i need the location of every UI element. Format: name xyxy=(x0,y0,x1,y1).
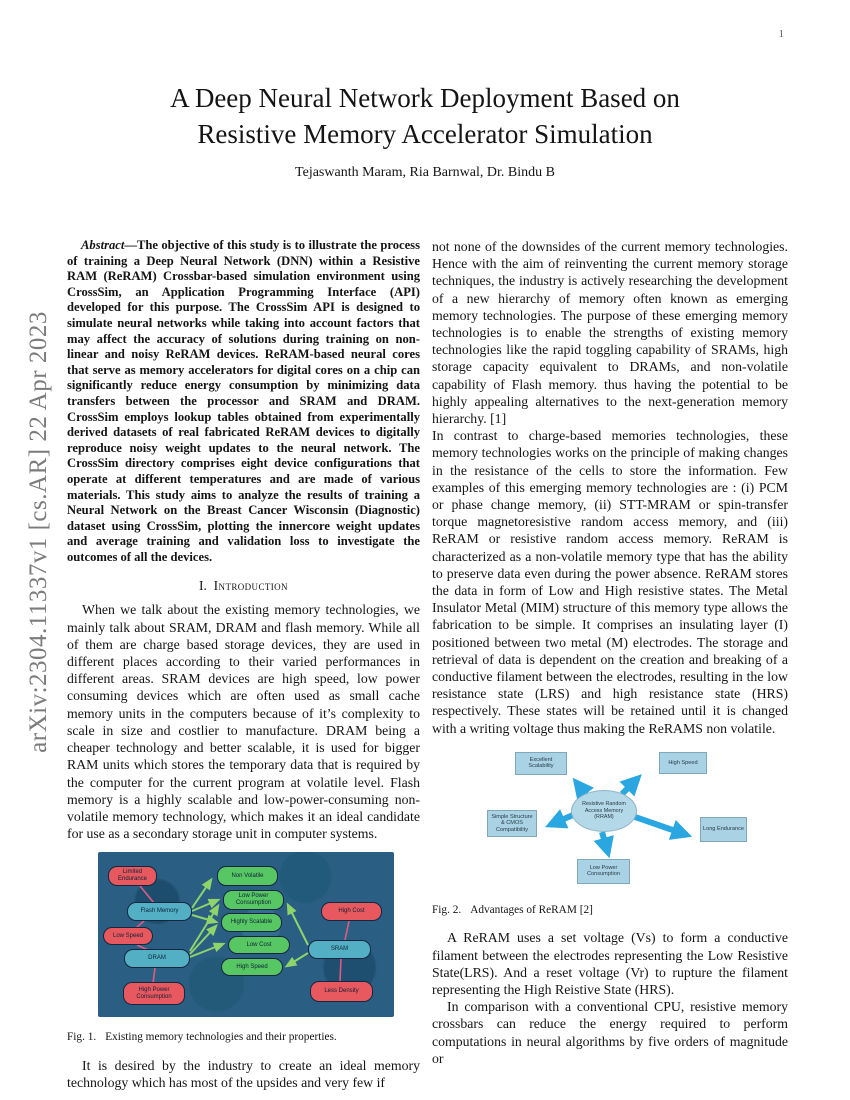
fig1-node-dram: DRAM xyxy=(124,949,190,968)
arxiv-watermark: arXiv:2304.11337v1 [cs.AR] 22 Apr 2023 xyxy=(25,311,52,753)
paper-authors: Tejaswanth Maram, Ria Barnwal, Dr. Bindu B xyxy=(295,165,555,180)
fig1-node-less-density: Less Density xyxy=(310,981,373,1002)
body-paragraph-set-reset-voltage: A ReRAM uses a set voltage (Vs) to form a conductive filament between the electrodes representing the Low Resistive State(LRS). And a reset voltage (Vr) to rupture the filament representing the High Reistive State (HRS). xyxy=(432,930,788,997)
fig1-node-high-speed: High Speed xyxy=(221,958,283,976)
fig1-node-flash-memory: Flash Memory xyxy=(127,902,192,921)
figure-1-memory-technologies-diagram xyxy=(98,852,394,1017)
fig2-caption-label: Fig. 2. xyxy=(432,903,462,916)
fig1-node-high-power-consumption: High Power Consumption xyxy=(123,982,185,1005)
body-paragraph-emerging-memories: In contrast to charge-based memories technologies, these memory technologies works on the principle of making changes in the resistance of the cells to store the information. Few examples of this emerging memory technologies are : (i) PCM or phase change memory, (ii) STT-MRAM or spin-transfer torque magnetoresistive random access memory, and (iii) ReRAM or resistive random access memory. ReRAM is characterized as a non-volatile memory type that has the ability to preserve data even during the power absence. ReRAM stores the data in form of Low and High resistive states. The Metal Insulator Metal (MIM) structure of this memory type allows the fabrication to be simple. It comprises an insulating layer (I) positioned between two metal (M) electrodes. The storage and retrieval of data is dependent on the creation and breaking of a conductive filament between the electrodes, resulting in the low resistance state (LRS) and high resistance state (HRS) respectively. These states will be retained until it is changed with a writing voltage thus making the ReRAMS non volatile. xyxy=(432,428,788,736)
abstract-text: The objective of this study is to illustrate the process of training a Deep Neural Network (DNN) within a Resistive RAM (ReRAM) Crossbar-based simulation environment using CrossSim, an Application Programming Interface (API) developed for this purpose. The CrossSim API is designed to simulate neural networks while taking into account factors that may affect the accuracy of solutions during training on non-linear and noisy ReRAM devices. ReRAM-based neural cores that serve as memory accelerators for digital cores on a chip can significantly reduce energy consumption by minimizing data transfers between the processor and SRAM and DRAM. CrossSim employs lookup tables obtained from experimentally derived datasets of real fabricated ReRAM devices to digitally reproduce noisy weight updates to the neural network. The CrossSim directory comprises eight device configurations that operate at different temperatures and are made of various materials. This study aims to analyze the results of training a Neural Network on the Breast Cancer Wisconsin (Diagnostic) dataset using CrossSim, plotting the innercore weight updates and average training and validation loss to investigate the outcomes of all the devices. xyxy=(67,238,420,564)
fig2-caption-text: Advantages of ReRAM [2] xyxy=(470,903,593,916)
fig1-caption xyxy=(67,1031,420,1045)
abstract-dash: — xyxy=(124,238,137,252)
abstract-paragraph xyxy=(67,238,420,565)
fig1-node-low-power-consumption: Low Power Consumption xyxy=(223,890,284,910)
body-paragraph-continuation: not none of the downsides of the current memory technologies. Hence with the aim of reinventing the current memory storage techniques, the industry is actively researching the development of a new hierarchy of memory often known as emerging memory technologies. The purpose of these emerging memory technologies is to enable the strengths of existing memory technologies like the rapid toggling capability of SRAMs, high storage capacity equivalent to DRAMs, and non-volatile capability of Flash memory. thus having the potential to be highly appealing alternatives to the next-generation memory hierarchy. [1] xyxy=(432,239,788,427)
paper-title-line1: A Deep Neural Network Deployment Based on xyxy=(170,83,680,113)
left-column xyxy=(67,238,420,1091)
section-title: Introduction xyxy=(213,578,288,594)
paper-title xyxy=(0,80,850,152)
intro-paragraph-1: When we talk about the existing memory technologies, we mainly talk about SRAM, DRAM and flash memory. While all of them are charge based storage devices, they are used in different places according to their varied performances in different areas. SRAM devices are high speed, low power consuming devices which are often used as small cache memory units in the computers because of it’s complexity to scale in size and costlier to manufacture. DRAM being a cheaper technology and better scalable, it is used for bigger RAM units which stores the temporary data that is required by the computer for the current program at volatile level. Flash memory is a highly scalable and low-power-consuming non-volatile memory technology, which makes it an ideal candidate for use as a secondary storage unit in computer systems. xyxy=(67,602,420,842)
fig2-box-excellent-scalability: Excellent Scalability xyxy=(515,752,567,775)
fig1-node-limited-endurance: Limited Endurance xyxy=(108,866,157,886)
figure-2-reram-advantages-diagram xyxy=(482,745,752,890)
section-number: I. xyxy=(199,578,207,594)
fig1-node-non-volatile: Non Volatile xyxy=(217,866,278,886)
section-heading-introduction xyxy=(67,578,420,594)
right-column xyxy=(432,238,788,1067)
body-paragraph-cpu-comparison: In comparison with a conventional CPU, resistive memory crossbars can reduce the energy required to perform computations in neural algorithms by five orders of magnitude or xyxy=(432,999,788,1066)
fig2-caption xyxy=(432,904,788,918)
paper-title-line2: Resistive Memory Accelerator Simulation xyxy=(197,119,653,149)
fig1-node-sram: SRAM xyxy=(308,940,371,959)
fig1-node-highly-scalable: Highly Scalable xyxy=(221,913,282,932)
fig2-box-simple-structure-cmos: Simple Structure & CMOS Compatibility xyxy=(487,810,537,837)
fig1-node-high-cost: High Cost xyxy=(321,902,382,921)
fig2-box-long-endurance: Long Endurance xyxy=(700,817,747,842)
fig1-caption-label: Fig. 1. xyxy=(67,1031,97,1044)
fig1-node-low-cost: Low Cost xyxy=(228,936,290,954)
page-number: 1 xyxy=(778,28,784,40)
fig1-node-low-speed: Low Speed xyxy=(103,927,153,945)
fig2-center-ellipse-rram: Resistive Random Access Memory (RRAM) xyxy=(571,790,637,832)
fig2-box-low-power-consumption: Low Power Consumption xyxy=(577,859,630,884)
fig2-box-high-speed: High Speed xyxy=(659,752,707,774)
intro-paragraph-2: It is desired by the industry to create an ideal memory technology which has most of the upsides and very few if xyxy=(67,1057,420,1091)
abstract-label: Abstract xyxy=(81,238,125,252)
fig1-caption-text: Existing memory technologies and their properties. xyxy=(105,1031,337,1044)
